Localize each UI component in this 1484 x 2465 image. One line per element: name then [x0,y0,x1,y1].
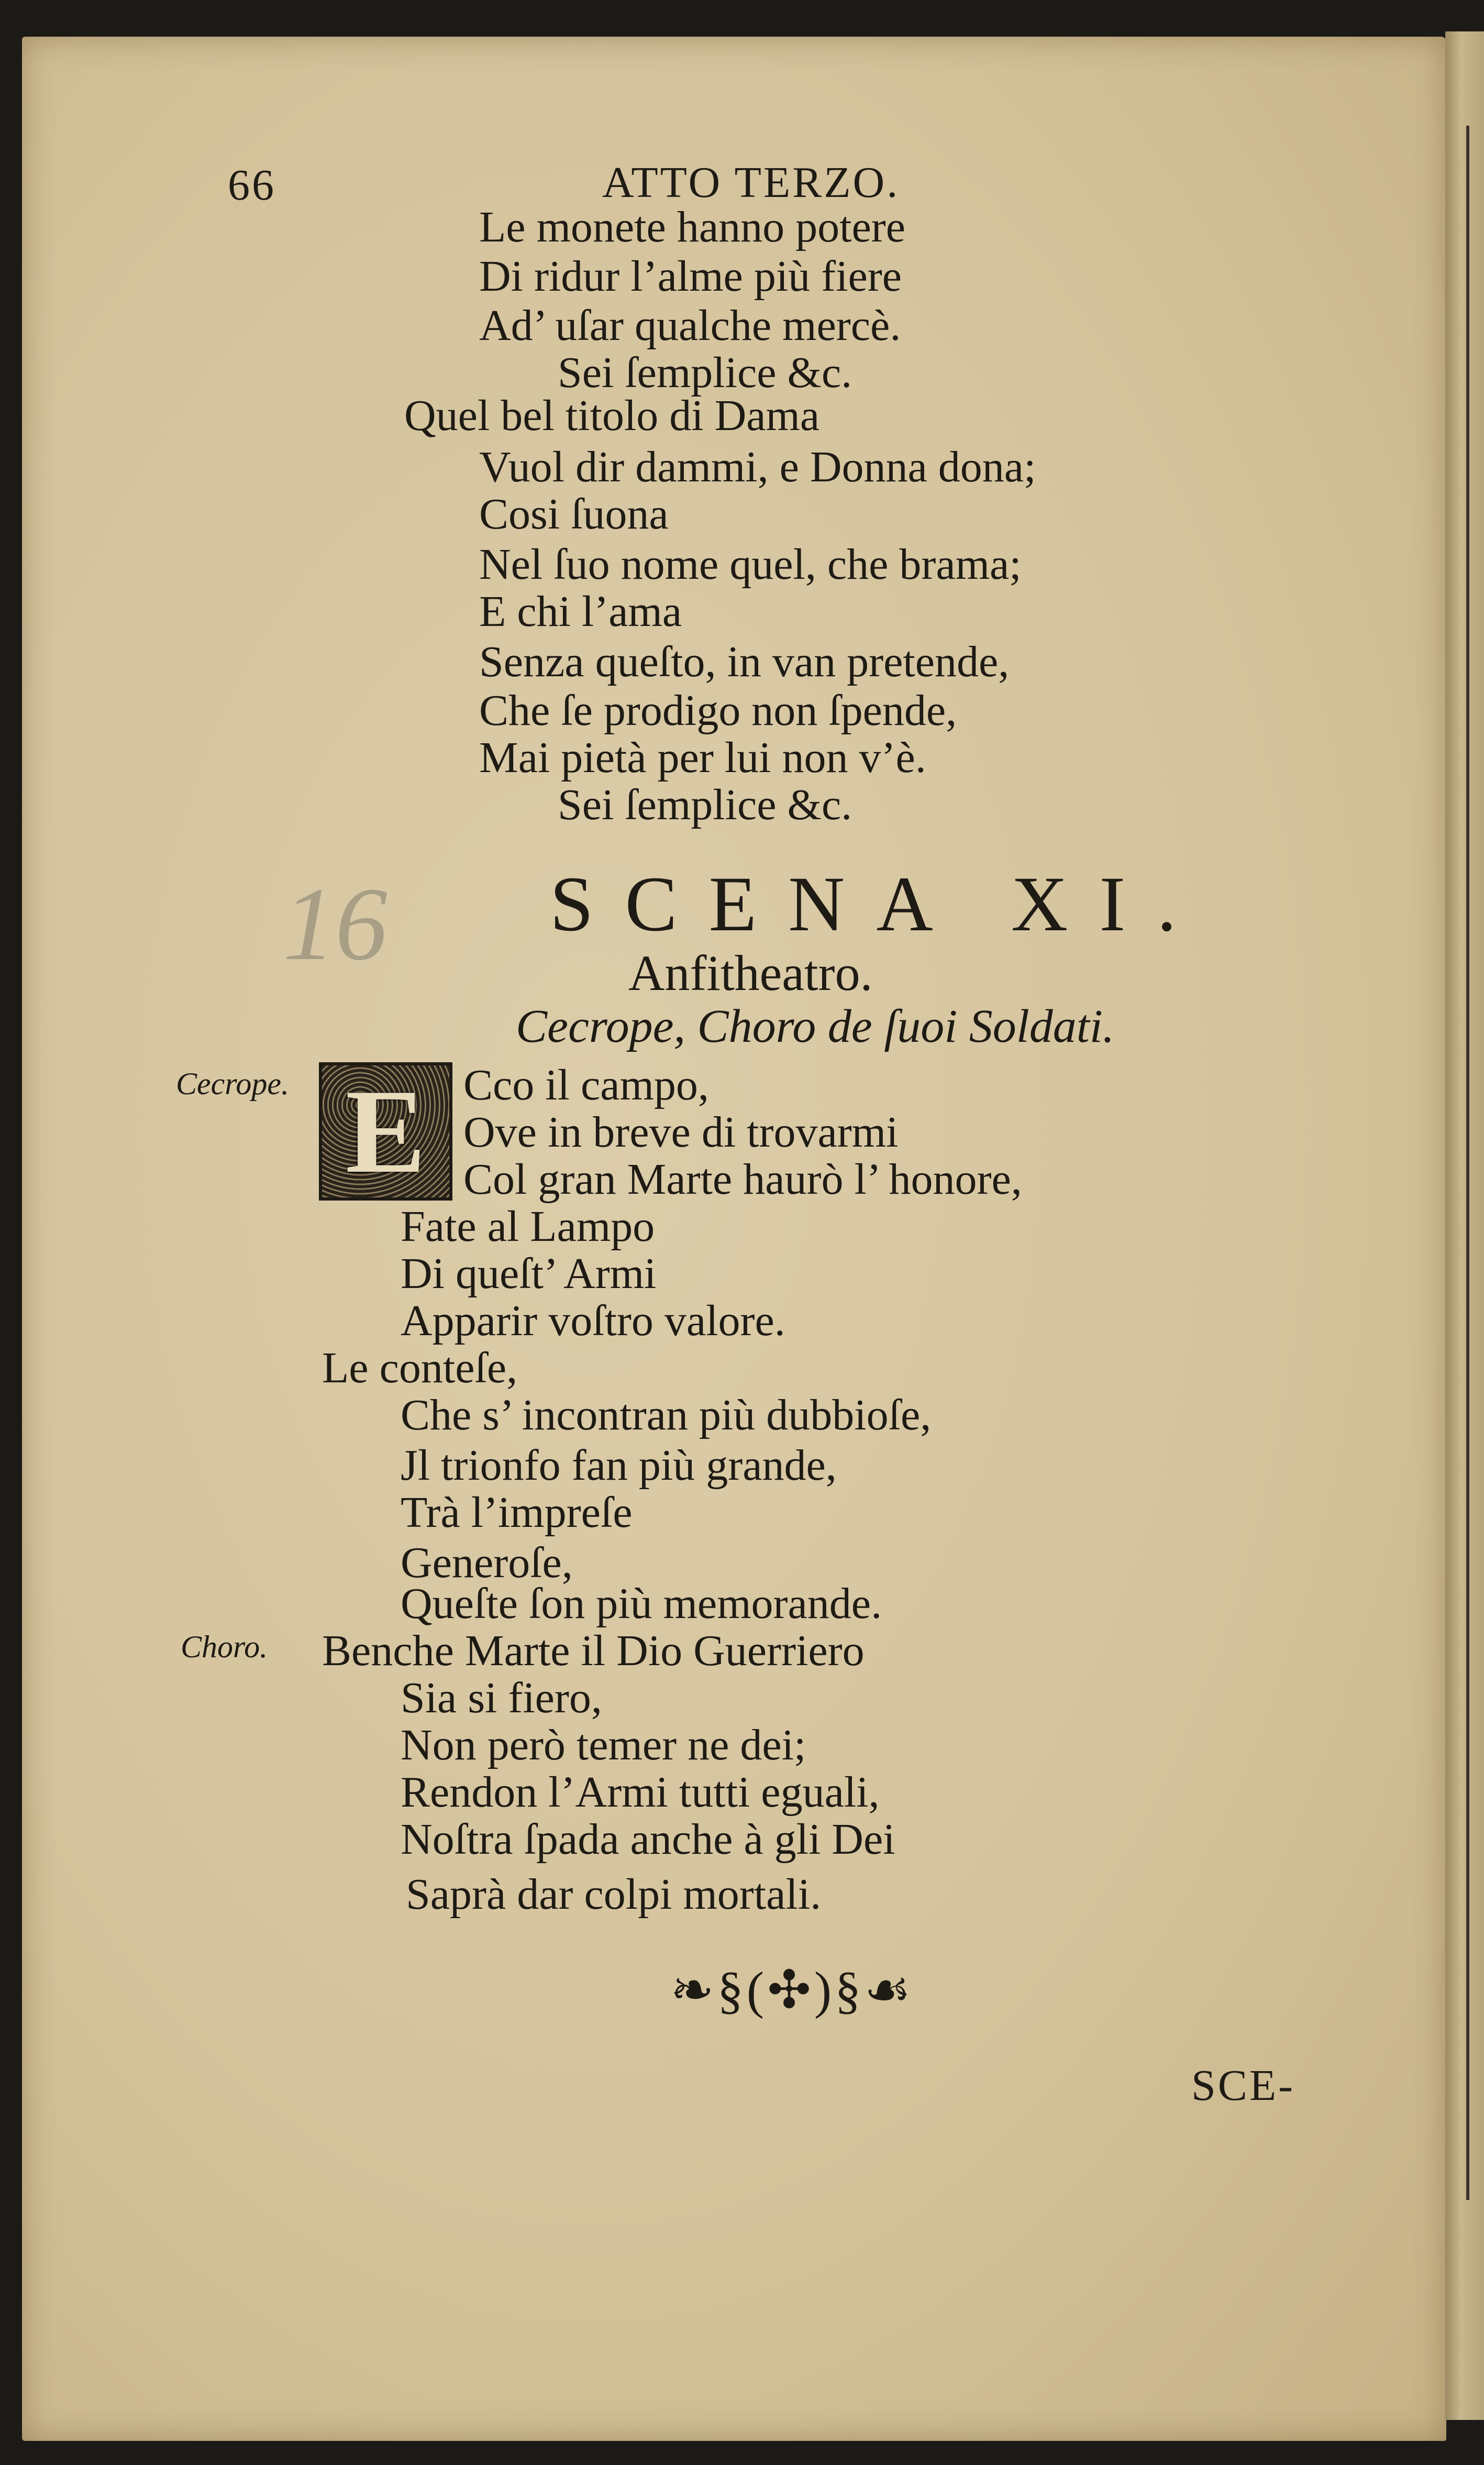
verse-line: Queſte ſon più memorande. [401,1579,882,1628]
verse-line: Jl trionfo fan più grande, [401,1441,837,1490]
drop-cap-letter: E [345,1064,426,1198]
verse-line: Benche Marte il Dio Guerriero [322,1626,865,1675]
verse-line: E chi l’ama [479,587,682,636]
verse-line: Generoſe, [401,1538,573,1587]
speaker-label-choro: Choro. [181,1630,268,1664]
verse-line: Cco il campo, [463,1061,709,1109]
handwritten-margin-note: 16 [283,866,387,982]
page-border-rule [1466,126,1469,2200]
verse-line: Di ridur l’alme più fiere [479,252,902,301]
scene-characters: Cecrope, Choro de ſuoi Soldati. [516,1000,1115,1052]
decorated-initial [319,1062,452,1201]
verse-line: Le monete hanno potere [479,203,905,251]
verse-line: Apparir voſtro valore. [401,1296,785,1345]
verse-line: Saprà dar colpi mortali. [406,1870,822,1919]
verse-line: Sia si fiero, [401,1674,602,1722]
verse-line: Nel ſuo nome quel, che brama; [479,540,1022,589]
verse-line: Trà l’impreſe [401,1488,633,1537]
verse-line: Col gran Marte haurò l’ honore, [463,1155,1022,1204]
adjacent-page-edge [1445,31,1484,2420]
refrain-line: Sei ſemplice &c. [558,348,852,397]
verse-line: Ad’ uſar qualche mercè. [479,301,901,350]
speaker-label-cecrope: Cecrope. [176,1066,290,1101]
scene-setting: Anfitheatro. [628,945,873,1001]
verse-line: Rendon l’Armi tutti eguali, [401,1768,880,1817]
verse-line: Senza queſto, in van pretende, [479,637,1010,686]
verse-line: Che ſe prodigo non ſpende, [479,686,957,735]
verse-line: Che s’ incontran più dubbioſe, [401,1391,932,1439]
verse-line: Vuol dir dammi, e Donna dona; [479,443,1036,491]
printer-ornament: ❧§(✣)§☙ [670,1961,914,2019]
verse-line: Di queſt’ Armi [401,1249,657,1298]
verse-line: Non però temer ne dei; [401,1721,806,1769]
verse-line: Quel bel titolo di Dama [404,391,820,440]
catchword: SCE- [1191,2061,1295,2110]
refrain-line: Sei ſemplice &c. [558,780,852,829]
verse-line: Cosi ſuona [479,490,669,538]
verse-line: Fate al Lampo [401,1202,655,1251]
verse-line: Ove in breve di trovarmi [463,1108,899,1157]
verse-line: Le conteſe, [322,1344,518,1392]
scene-title: SCENA XI. [550,861,1208,948]
verse-line: Noſtra ſpada anche à gli Dei [401,1815,895,1864]
page-number: 66 [228,161,276,210]
verse-line: Mai pietà per lui non v’è. [479,733,926,782]
running-title: ATTO TERZO. [602,158,900,207]
